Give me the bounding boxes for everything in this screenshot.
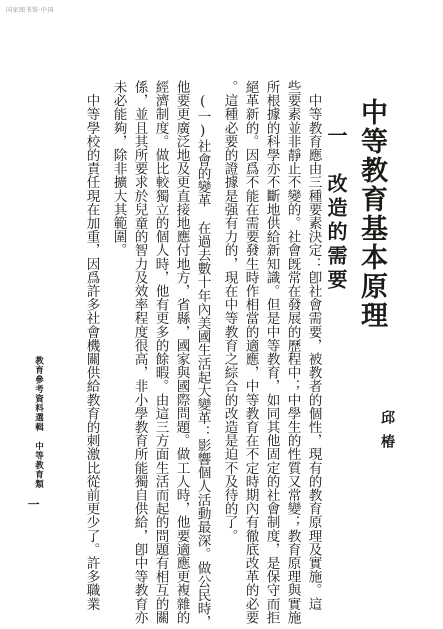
text-column: 係，並且其所要求於兒童的智力及效率程度很高，非小學教育所能獨自供給，卽中等教育亦 bbox=[131, 80, 148, 624]
text-column: 所根據的科學亦不斷地供給新知識。但是中等教育，如同其他固定的社會制度，是保守而拒 bbox=[263, 80, 280, 624]
page-title: 中等教育基本原理 bbox=[356, 98, 387, 330]
page-number: 一 bbox=[26, 498, 40, 510]
library-watermark: 国家图书馆·中国 bbox=[6, 7, 54, 14]
text-column: 他要更廣泛地及更直接地應付地方，省縣，國家與國際問題。做工人時，他要適應更複雜的 bbox=[173, 80, 190, 624]
text-column: 中等教育應由三種要素決定：卽社會需要，被教者的個性，現有的教育原理及實施。這 bbox=[305, 80, 322, 611]
text-column: 絕革新的。因爲不能在需要發生時作相當的適應，中等教育在不定時期內有徹底改革的必要 bbox=[242, 80, 259, 624]
section-heading: 一 改造的需要 bbox=[324, 125, 348, 293]
text-column: 中等學校的責任現在加重，因爲許多社會機關供給教育的刺激比從前更少了。許多職業 bbox=[83, 80, 100, 611]
text-column: (一)社會的變革 在過去數十年內美國生活起大變革：影響個人活動最深。做公民時， bbox=[194, 80, 211, 629]
author-name: 邱椿 bbox=[379, 410, 395, 458]
text-column: 經濟制度。做比較獨立的個人時，他有更多的餘暇。由這三方面生活而起的問題有相互的關 bbox=[152, 80, 169, 624]
text-column: 。這種必要的證據是强有力的，現在中等教育之綜合的改造是迫不及待的了。 bbox=[221, 80, 238, 543]
series-footer: 教育參考資料選輯 中等教育類 bbox=[33, 356, 44, 489]
text-column: 些要素並非靜止不變的。社會旣常在發展的歷程中；中學生的性質又常變；教育原理與實施 bbox=[284, 80, 301, 624]
text-column: 未必能夠，除非擴大其範圍。 bbox=[110, 80, 127, 257]
